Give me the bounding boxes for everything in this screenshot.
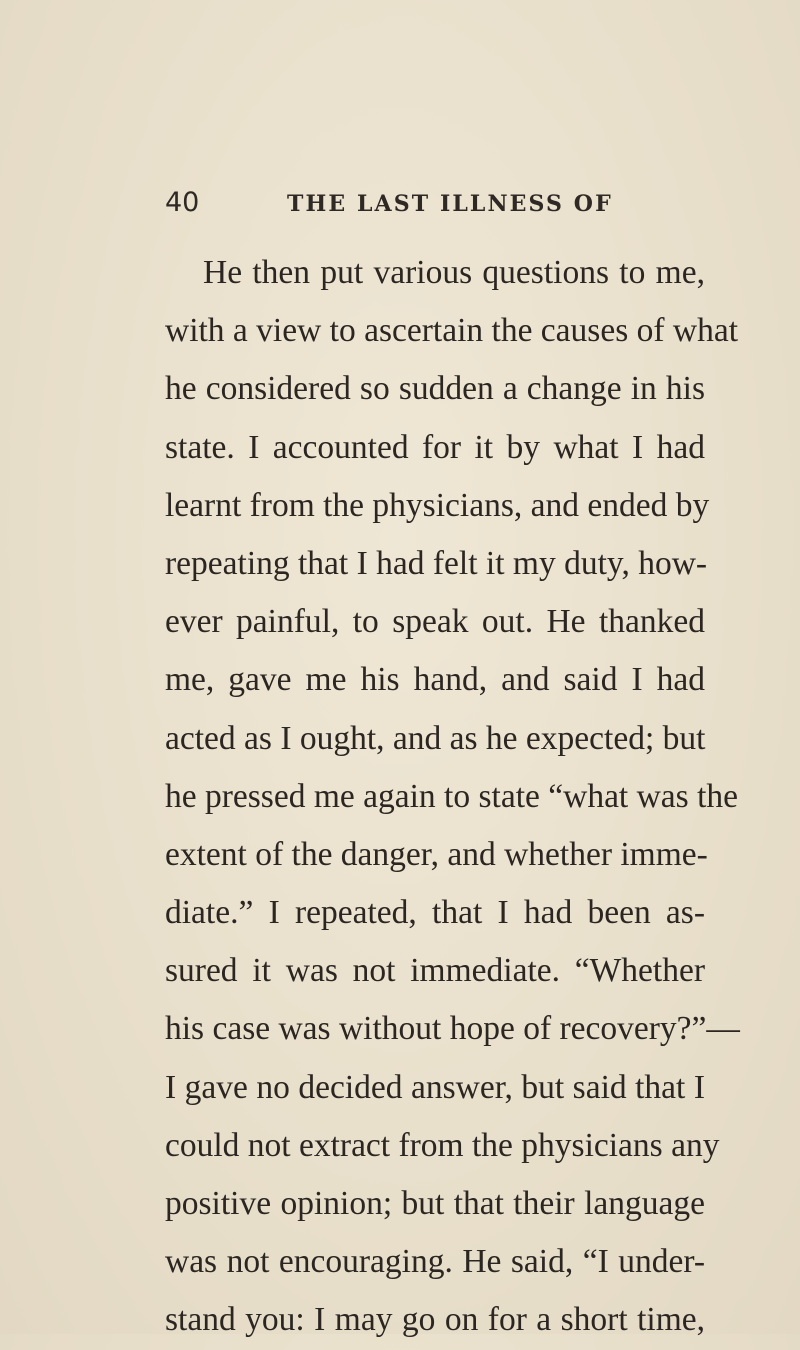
text-line: sured it was not immediate. “Whether (165, 952, 705, 990)
text-line: diate.” I repeated, that I had been as- (165, 894, 705, 932)
text-line: stand you: I may go on for a short time, (165, 1301, 705, 1339)
text-line: with a view to ascertain the causes of what (165, 312, 739, 350)
text-line: he considered so sudden a change in his (165, 370, 705, 408)
text-line: extent of the danger, and whether imme- (165, 835, 708, 873)
text-line: acted as I ought, and as he expected; but (165, 719, 706, 757)
text-line: he pressed me again to state “what was the (165, 777, 739, 815)
running-title: THE LAST ILLNESS OF (287, 191, 613, 217)
text-line: ever painful, to speak out. He thanked (165, 603, 705, 641)
text-line: me, gave me his hand, and said I had (165, 661, 705, 699)
text-line: repeating that I had felt it my duty, how- (165, 544, 708, 582)
text-line: I gave no decided answer, but said that I (165, 1068, 705, 1106)
text-line: his case was without hope of recovery?”— (165, 1010, 740, 1048)
text-line: state. I accounted for it by what I had (165, 428, 705, 466)
body-text (165, 244, 740, 1350)
text-line: learnt from the physicians, and ended by (165, 486, 710, 524)
text-line: positive opinion; but that their language (165, 1185, 705, 1222)
text-line: was not encouraging. He said, “I under- (165, 1243, 705, 1281)
running-head (165, 186, 705, 220)
text-line: He then put various questions to me, (203, 254, 705, 291)
page-number: 40 (165, 187, 200, 218)
text-line: could not extract from the physicians any (165, 1126, 720, 1164)
